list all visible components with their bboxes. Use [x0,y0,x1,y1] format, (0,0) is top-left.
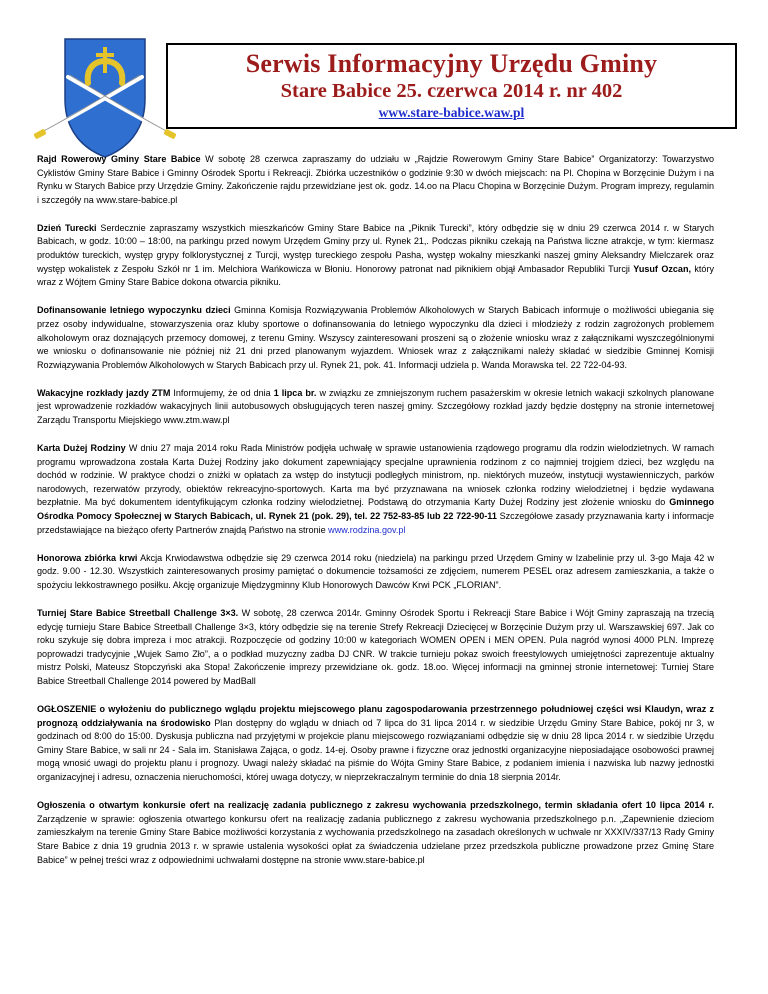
article-streetball: Turniej Stare Babice Streetball Challenge 3×3. W sobotę, 28 czerwca 2014r. Gminny Ośrodek Sportu i Rekreacji Stare Babice i Wójt Gminy zapraszają na trzecią edycję turnieju Stare Babice Streetball Challenge 3×3, który odbędzie się na terenie Strefy Rekreacji Dziecięcej w Borzęcinie Dużym przy ul. Warszawskiej 697. Jak co roku szykuje się dobra impreza i moc atrakcji. Rozpoczęcie od godziny 10:00 w kategoriach WOMEN OPEN i MEN OPEN. Pula nagród wynosi 4000 PLN. Imprezę poprowadzi tradycyjnie „Wujek Samo Zło”, a o podkład muzyczny zadba DJ CNR. W trakcie turnieju pokaz swoich freestylowych umiejętności zaprezentuje aktualny mistrz Polski, Mateusz Stopczyński aka Stopa! Zakończenie imprezy przewidziane ok. godz. 18.oo. Więcej informacji na gminnej stronie internetowej: Turniej Stare Babice Streetball Challenge 2014 powered by MadBall [37,608,714,686]
article-zoning-plan: OGŁOSZENIE o wyłożeniu do publicznego wglądu projektu miejscowego planu zagospodarowania przestrzennego południowej części wsi Klaudyn, wraz z prognozą oddziaływania na środowisko Plan dostępny do wglądu w dniach od 7 lipca do 31 lipca 2014 r. w siedzibie Urzędu Gminy Stare Babice, pokój nr 3, w godzinach od 8:00 do 15:00. Dyskusja publiczna nad przyjętymi w projekcie planu miejscowego rozwiązaniami odbędzie się w dniu 28 lipca 2014 r. w siedzibie Urzędu Gminy Stare Babice, w sali nr 24 - Sala im. Stanisława Zająca, o godz. 14-ej. Osoby prawne i fizyczne oraz jednostki organizacyjne nieposiadające osobowości prawnej mogą wnosić uwagi do projektu planu i prognozy. Uwagi należy składać na piśmie do Wójta Gminy Stare Babice, z podaniem imienia i nazwiska lub nazwy jednostki organizacyjnej i adresu, oznaczenia nieruchomości, której uwaga dotyczy, w nieprzekraczalnym terminie do dnia 18 sierpnia 2014r. [37,704,714,783]
articles [37,153,714,882]
article-preschool-contest: Ogłoszenia o otwartym konkursie ofert na realizację zadania publicznego z zakresu wychowania przedszkolnego, termin składania ofert 10 lipca 2014 r. Zarządzenie w sprawie: ogłoszenia otwartego konkursu ofert na realizację zadania publicznego z zakresu wychowania przedszkolnego p.n. „Zapewnienie dzieciom zamieszkałym na terenie Gminy Stare Babice możliwości korzystania z wychowania przedszkolnego na zasadach określonych w uchwale nr XXXIV/337/13 Rady Gminy Stare Babice z dnia 19 grudnia 2013 r. w sprawie ustalenia wysokości opłat za świadczenia udzielane przez przedszkola publiczne prowadzone przez Gminę Stare Babice” w pełnej treści wraz z odpowiednimi uchwałami dostępne na stronie www.stare-babice.pl [37,800,714,865]
page-title: Serwis Informacyjny Urzędu Gminy [245,49,658,78]
rodzina-link[interactable]: www.rodzina.gov.pl [328,524,406,535]
header-box [166,43,737,129]
article-blood-drive: Honorowa zbiórka krwi Akcja Krwiodawstwa odbędzie się 29 czerwca 2014 roku (niedziela) na parkingu przed Urzędem Gminy w Izabelinie przy ul. 3-go Maja 42 w godz. 9.00 - 12.30. Wszystkich zainteresowanych prosimy pamiętać o dokumencie tożsamości ze zdjęciem, numerem PESEL oraz adresem zamieszkania, a także o spożyciu lekkostrawnego posiłku. Akcję organizuje Międzygminny Klub Honorowych Dawców Krwi PCK „FLORIAN”. [37,552,714,590]
article-bike-rally: Rajd Rowerowy Gminy Stare Babice W sobotę 28 czerwca zapraszamy do udziału w „Rajdzie Rowerowym Gminy Stare Babice” Organizatorzy: Towarzystwo Cyklistów Gminy Stare Babice i Gminny Ośrodek Sportu i Rekreacji. Zbiórka uczestników o godzinie 9:30 w dwóch miejscach: na Pl. Chopina w Borzęcinie Dużym i na Rynku w Starych Babice przy Urzędzie Gminy. Zakończenie rajdu przewidziane jest ok. godz. 14.oo na Placu Chopina w Borzęcinie Dużym. Program imprezy, regulamin i szczegóły na www.stare-babice.pl [37,154,714,205]
article-summer-funding: Dofinansowanie letniego wypoczynku dzieci Gminna Komisja Rozwiązywania Problemów Alkoholowych w Starych Babicach informuje o możliwości ubiegania się przez osoby indywidualne, stowarzyszenia oraz kluby sportowe o dofinansowania do letniego wypoczynku dla dzieci i młodzieży z rodzin zagrożonych problemem alkoholowym oraz doznających przemocy domowej, z terenu Gminy. Wszyscy zainteresowani proszeni są o złożenie wniosku wraz z załącznikami wyszczególnionymi we wniosku o dofinansowanie nie później niż 21 dni przed planowanym wyjazdem. Wniosek wraz z załącznikami należy składać w siedzibie Gminnej Komisji Rozwiązywania Problemów Alkoholowych w Starych Babicach przy ul. Rynek 21, pok. 41. Informacji udziela p. Wanda Morawska tel. 22 722-04-93. [37,305,714,370]
article-ztm-timetables: Wakacyjne rozkłady jazdy ZTM Informujemy, że od dnia 1 lipca br. w związku ze zmniejszonym ruchem pasażerskim w okresie letnich wakacji szkolnych planowane jest wprowadzenie rozkładów wakacyjnych linii autobusowych obsługujących teren naszej gminy. Szczegółowy rozkład jazdy będzie dostępny na stronie internetowej Zarządu Transportu Miejskiego www.ztm.waw.pl [37,387,714,425]
coat-of-arms-icon [30,37,180,159]
website-link[interactable]: www.stare-babice.waw.pl [378,105,525,120]
article-large-family-card: Karta Dużej Rodziny W dniu 27 maja 2014 roku Rada Ministrów podjęła uchwałę w sprawie ustanowienia rządowego programu dla rodzin wielodzietnych. W ramach programu wprowadzona została Karta Dużej Rodziny jako dokument zapewniający specjalne uprawnienia rodzinom z co najmniej trojgiem dzieci, bez względu na dochód w rodzinie. W praktyce chodzi o zniżki w opłatach za wstęp do instytucji podległych ministrom, np. niektórych muzeów, instytucji wystawienniczych, parków narodowych, rezerwatów przyrody, obiektów rekreacyjno-sportowych. Karta ma być przyznawana na wniosek członka rodziny wielodzietnej i będzie wydawana bezpłatnie. Ma być dokumentem identyfikującym członka rodziny wielodzietnej. Podstawą do otrzymania Karty Dużej Rodziny jest złożenie wniosku do Gminnego Ośrodka Pomocy Społecznej w Starych Babicach, ul. Rynek 21 (pok. 29), tel. 22 752-83-85 lub 22 722-90-11 Szczegółowe zasady przyznawania karty i informacje przedstawiające na bieżąco oferty Partnerów znajdą Państwo na stronie www.rodzina.gov.pl [37,443,714,535]
article-turkish-day: Dzień Turecki Serdecznie zapraszamy wszystkich mieszkańców Gminy Stare Babice na „Piknik Turecki”, który odbędzie się w dniu 29 czerwca 2014 r. w Starych Babicach, w godz. 10:00 – 18:00, na parkingu przed nowym Urzędem Gminy przy ul. Rynek 21,. Podczas pikniku czekają na Państwa liczne atrakcje, w tym: kiermasz produktów tureckich, występ grypy folklorystycznej z Turcji, występ tureckiego zespołu Pasha, występ wokalny mieszkanki naszej gminy Aleksandry Mielczarek oraz występ wokalistek z Zespołu Szkół nr 1 im. Melchiora Wańkowicza w Błoniu. Honorowy patronat nad piknikiem objął Ambasador Republiki Turcji Yusuf Ozcan, który wraz z Wójtem Gminy Stare Babice dokona otwarcia pikniku. [37,222,714,288]
issue-subtitle: Stare Babice 25. czerwca 2014 r. nr 402 [280,80,623,102]
